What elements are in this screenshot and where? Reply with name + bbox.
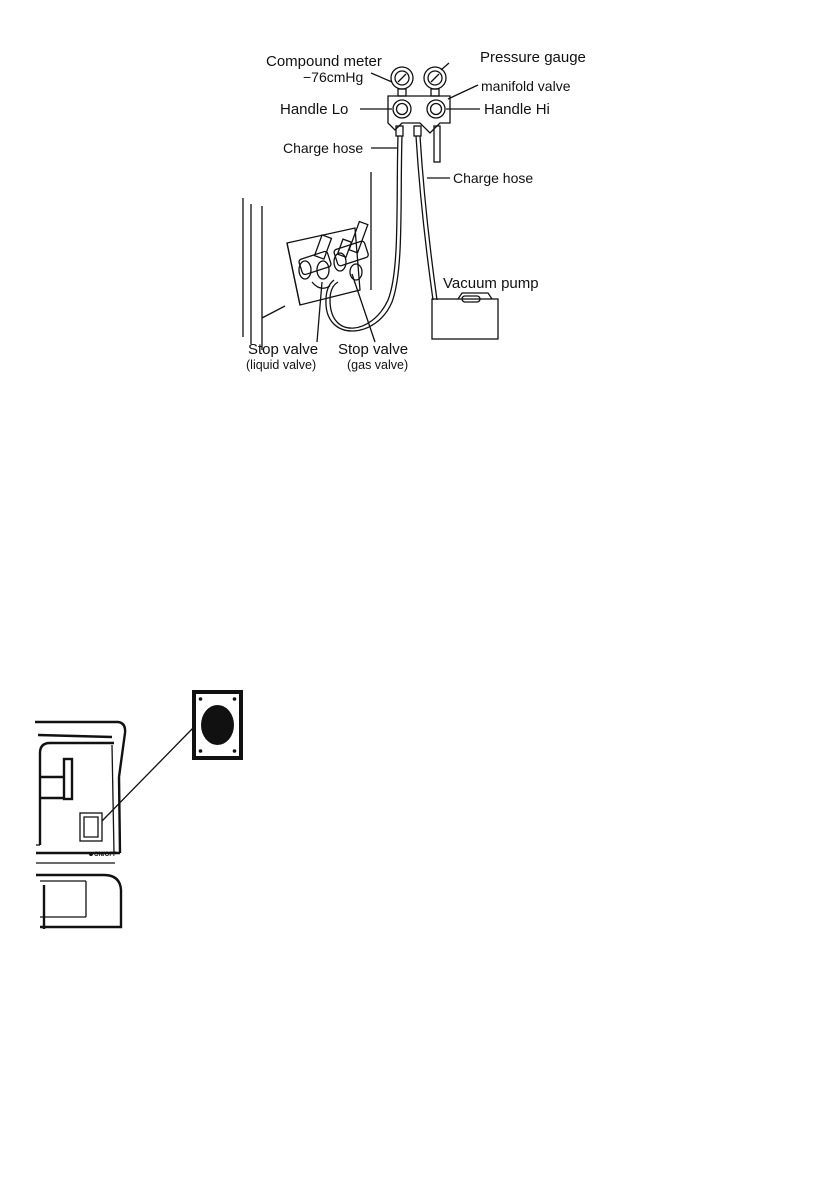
compound-meter-value: −76cmHg (303, 69, 364, 85)
manifold-valve-label: manifold valve (481, 78, 571, 94)
handle-hi-label: Handle Hi (484, 101, 550, 118)
indoor-unit-left-panel (36, 759, 72, 845)
on-off-indicator-dot (89, 852, 93, 856)
stop-valve-gas-label: Stop valve (338, 341, 409, 358)
stop-valve-liquid-label: Stop valve (248, 341, 319, 358)
pressure-gauge (424, 67, 446, 96)
zoomed-on-off-button (192, 690, 243, 760)
liquid-stop-valve (298, 235, 331, 288)
gas-stop-valve (333, 222, 369, 280)
pressure-gauge-label: Pressure gauge (480, 49, 586, 66)
zoom-leader-line (102, 727, 194, 821)
charge-hose-left-label: Charge hose (283, 140, 364, 156)
stop-valve-liquid-note: (liquid valve) (246, 358, 317, 372)
stop-valve-gas-note: (gas valve) (347, 358, 409, 372)
vacuum-pump (432, 293, 498, 339)
on-off-button-area (80, 813, 117, 858)
compound-meter-gauge (391, 67, 413, 96)
charge-hose-right-label: Charge hose (453, 170, 534, 186)
manifold-vacuum-diagram (0, 0, 839, 420)
compound-meter-label: Compound meter (266, 53, 382, 70)
charge-hoses (326, 136, 437, 331)
vacuum-pump-label: Vacuum pump (443, 275, 539, 292)
button-circle-icon (201, 705, 234, 745)
on-off-label: ON/OFF (94, 852, 117, 858)
valve-mount-plate (287, 228, 360, 305)
handle-lo-label: Handle Lo (280, 101, 349, 118)
indoor-unit-diagram (0, 685, 260, 935)
